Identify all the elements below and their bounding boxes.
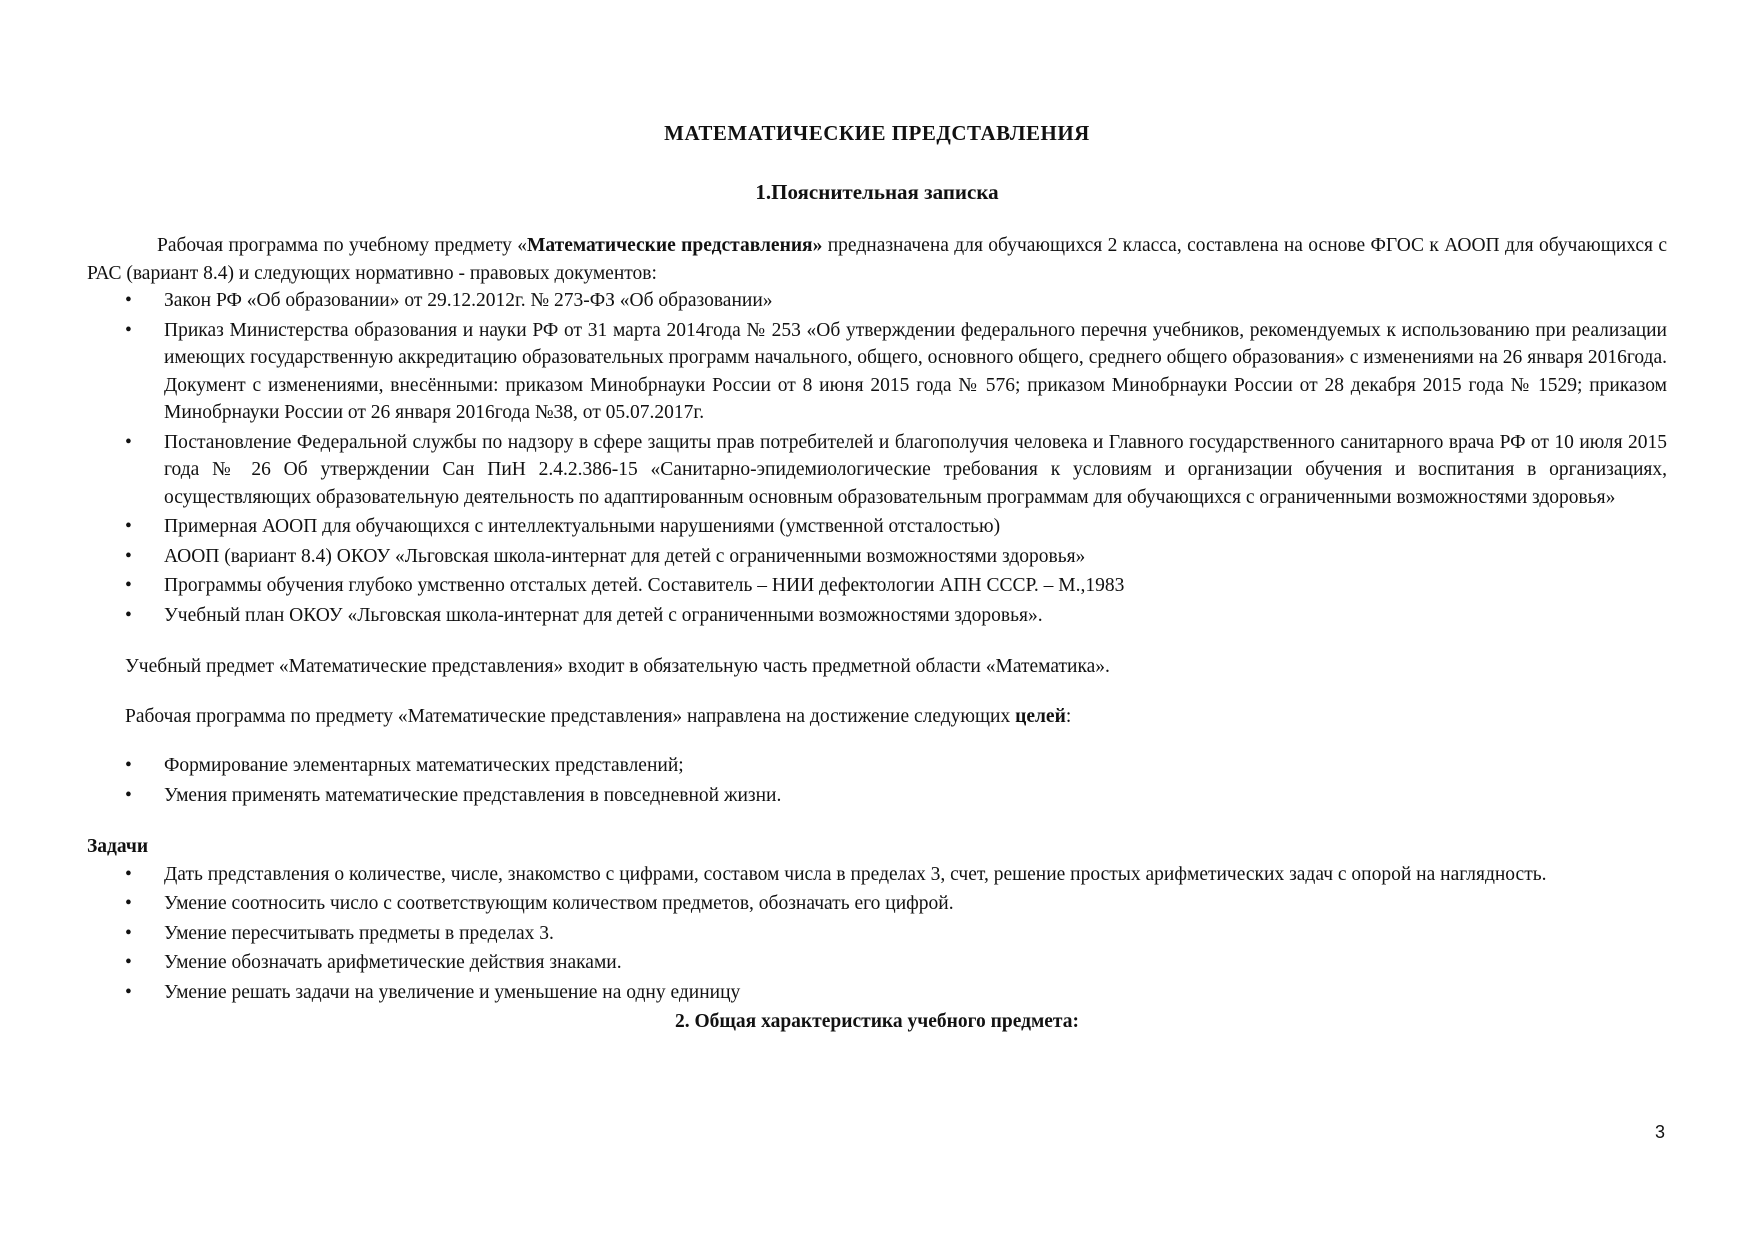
goals-intro-paragraph bbox=[87, 703, 1667, 731]
spacer bbox=[87, 730, 1667, 752]
tasks-list bbox=[87, 861, 1667, 1007]
list-item: • Учебный план ОКОУ «Льговская школа-интернат для детей с ограниченными возможностями здоровья». bbox=[87, 602, 1667, 630]
list-item: • Формирование элементарных математических представлений; bbox=[87, 752, 1667, 780]
intro-text-2: предназначена для обучающихся 2 класса, составлена на основе ФГОС к АООП для обучающихся с РАС (вариант 8.4) и следующих нормативно - правовых документов: bbox=[87, 235, 1667, 284]
intro-text-1: Рабочая программа по учебному предмету « bbox=[157, 235, 528, 256]
document-title: МАТЕМАТИЧЕСКИЕ ПРЕДСТАВЛЕНИЯ bbox=[664, 121, 1090, 145]
list-item: • Умение обозначать арифметические действия знаками. bbox=[87, 949, 1667, 977]
goals-intro-text-2: : bbox=[1065, 705, 1072, 727]
documents-list bbox=[87, 287, 1667, 629]
list-item: • Постановление Федеральной службы по надзору в сфере защиты прав потребителей и благополучия человека и Главного государственного санитарного врача РФ от 10 июля 2015 года № 26 Об утверждении Сан ПиН 2.4.2.386-15 «Санитарно-эпидемиологические требования к условиям и организации обучения и воспитания в организациях, осуществляющих образовательную деятельность по адаптированным основным образовательным программам для обучающихся с ограниченными возможностями здоровья» bbox=[87, 429, 1667, 512]
list-item: • Приказ Министерства образования и науки РФ от 31 марта 2014года № 253 «Об утверждении федерального перечня учебников, рекомендуемых к использованию при реализации имеющих государственную аккредитацию образовательных программ начального, общего, основного общего, среднего общего образования» с изменениями на 26 января 2016года. Документ с изменениями, внесёнными: приказом Минобрнауки России от 8 июня 2015 года № 576; приказом Минобрнауки России от 28 декабря 2015 года № 1529; приказом Минобрнауки России от 26 января 2016года №38, от 05.07.2017г. bbox=[87, 317, 1667, 427]
goals-intro-bold: целей bbox=[1015, 705, 1066, 727]
list-item: • Умения применять математические представления в повседневной жизни. bbox=[87, 782, 1667, 810]
list-item: • Умение решать задачи на увеличение и уменьшение на одну единицу bbox=[87, 979, 1667, 1007]
list-item: • Примерная АООП для обучающихся с интеллектуальными нарушениями (умственной отсталостью) bbox=[87, 513, 1667, 541]
goals-intro-text-1: Рабочая программа по предмету «Математические представления» направлена на достижение следующих bbox=[125, 705, 1016, 727]
list-item: • Умение пересчитывать предметы в пределах 3. bbox=[87, 920, 1667, 948]
page-content bbox=[87, 120, 1667, 1036]
page-number: 3 bbox=[1655, 1122, 1666, 1142]
section1-title: 1.Пояснительная записка bbox=[755, 179, 999, 204]
spacer bbox=[87, 631, 1667, 653]
section2-title: 2. Общая характеристика учебного предмета: bbox=[675, 1011, 1079, 1032]
goals-list bbox=[87, 752, 1667, 809]
spacer bbox=[87, 811, 1667, 833]
spacer bbox=[87, 681, 1667, 703]
tasks-heading: Задачи bbox=[87, 836, 149, 857]
subject-area-paragraph: Учебный предмет «Математические представления» входит в обязательную часть предметной области «Математика». bbox=[125, 656, 1110, 677]
list-item: • АООП (вариант 8.4) ОКОУ «Льговская школа-интернат для детей с ограниченными возможностями здоровья» bbox=[87, 543, 1667, 571]
list-item: • Умение соотносить число с соответствующим количеством предметов, обозначать его цифрой. bbox=[87, 890, 1667, 918]
intro-bold: Математические представления» bbox=[527, 235, 823, 256]
list-item: • Закон РФ «Об образовании» от 29.12.2012г. № 273-ФЗ «Об образовании» bbox=[87, 287, 1667, 315]
list-item: • Программы обучения глубоко умственно отсталых детей. Составитель – НИИ дефектологии АПН СССР. – М.,1983 bbox=[87, 572, 1667, 600]
list-item: • Дать представления о количестве, числе, знакомство с цифрами, составом числа в пределах 3, счет, решение простых арифметических задач с опорой на наглядность. bbox=[87, 861, 1667, 889]
intro-paragraph bbox=[87, 232, 1667, 287]
